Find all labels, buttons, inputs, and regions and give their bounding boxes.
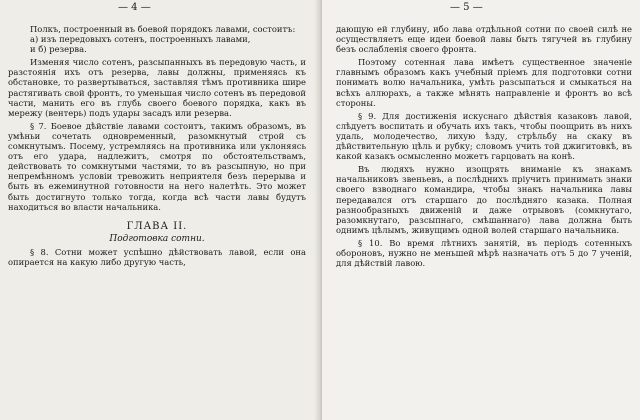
intro-paragraph: Полкъ, построенный въ боевой порядокъ лавами, состоитъ: [30, 24, 296, 34]
left-page-number: — 4 — [118, 2, 151, 13]
paragraph-section-9: § 9. Для достиженія искуснаго дѣйствія казаковъ лавой, слѣдуетъ воспитать и обучать ихъ такъ, чтобы поощрить въ нихъ удаль, молодечество, лихую ѣзду, стрѣльбу на скаку въ дѣйствительную цѣль и рубку; словомъ учить той джигитовкѣ, въ какой казакъ осмысленно можетъ гарцовать на конѣ. [336, 110, 632, 162]
chapter-subtitle: Подготовка сотни. [109, 233, 205, 244]
paragraph: Изменяя число сотенъ, разсыпанныхъ въ передовую часть, и разстоянія ихъ отъ резерва, лавы должны, применяясь къ обстановке, то развертываться, заставляя тѣмъ противника шире растягивать свой фронтъ, то уменьшая число сотенъ въ передовой части, манить его въ глубь своего боевого порядка, какъ въ мережу (вентерь) подъ удары засадъ или резерва. [8, 57, 306, 118]
paragraph: Поэтому сотенная лава имѣетъ существенное значеніе главнымъ образомъ какъ учебный пріемъ для подготовки сотни понимать волю начальника, умѣть разсыпаться и смыкаться на всѣхъ аллюрахъ, а также мѣнять направленіе и фронтъ во всѣ стороны. [336, 57, 632, 108]
paragraph-continued: дающую ей глубину, ибо лава отдѣльной сотни по своей силѣ не осуществляетъ еще идеи боевой лавы быть тягучей въ глубину безъ ослабленія своего фронта. [336, 24, 632, 55]
right-page-number: — 5 — [450, 2, 483, 13]
paragraph-section-8: § 8. Сотни может успѣшно дѣйствовать лавой, если она опирается на какую либо другую часть, [8, 246, 306, 267]
right-page [322, 0, 640, 420]
paragraph: Въ людяхъ нужно изощрять вниманіе къ знакамъ начальниковъ звеньевъ, а послѣднихъ пріучить принимать знаки своего взводнаго командира, чтобы знакъ начальника лавы передавался отъ старшаго до послѣдняго казака. Полная разнообразныхъ движеній и даже отрывовъ (сомкнутаго, разомкнутаго, разсыпнаго, смѣшаннаго) лава должна быть однимъ цѣлымъ, живущимъ одной волей старшаго начальника. [336, 164, 632, 235]
paragraph-section-10: § 10. Во время лѣтнихъ занятій, въ періодъ сотенныхъ обороновъ, нужно не меньшей мѣрѣ назначать отъ 5 до 7 ученій, для дѣйствій лавою. [336, 237, 632, 269]
list-item-a: а) изъ передовыхъ сотенъ, построенныхъ лавами, [30, 34, 251, 45]
chapter-heading: ГЛАВА II. [126, 220, 188, 232]
right-page-text [336, 24, 632, 268]
paragraph-section-7: § 7. Боевое дѣйствіе лавами состоитъ, такимъ образомъ, въ умѣньи сочетать одновременный, разомкнутый строй съ сомкнутымъ. Посему, устремляясь на противника или уклоняясь отъ его удара, надлежитъ, смотря по обстоятельствамъ, действовать то сомкнутыми частями, то въ разсыпную, но при непремѣнномъ условіи тревожить неприятеля безъ перерыва и быть въ ежеминутной готовности на него налетѣть. Это может быть достигнуто только тогда, когда всѣ части лавы будутъ находиться во власти начальника. [8, 120, 306, 212]
left-page-text [8, 24, 306, 267]
list-item-b: и б) резерва. [30, 44, 87, 55]
